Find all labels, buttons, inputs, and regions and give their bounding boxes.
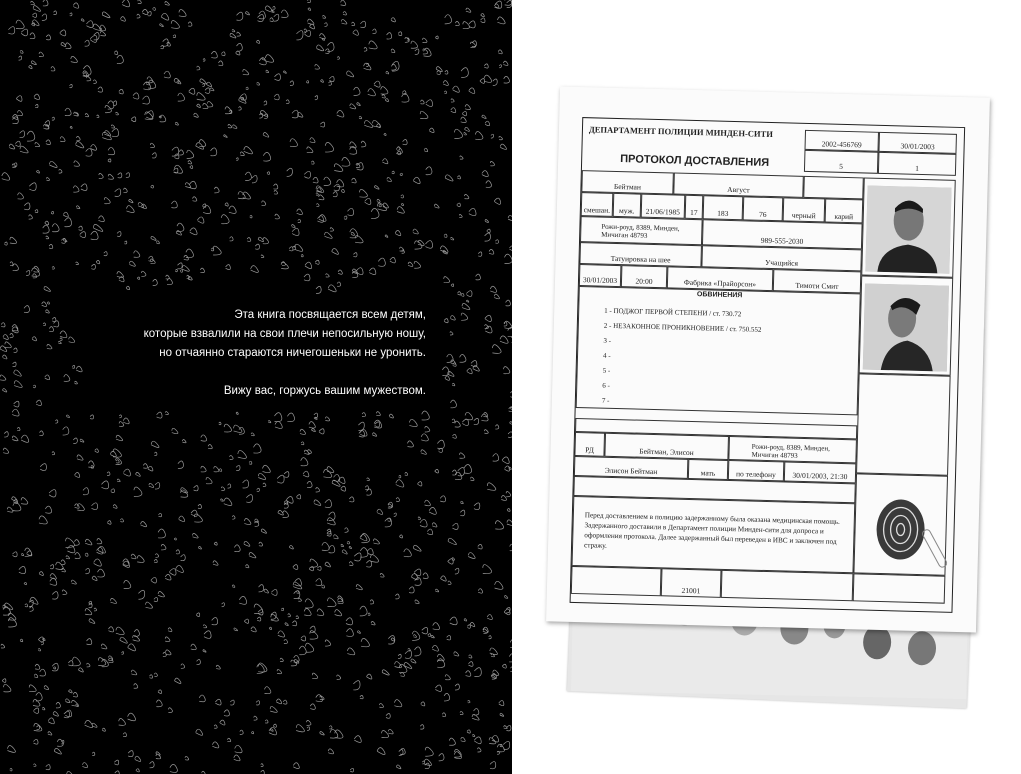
relation-code-field: РД: [574, 432, 605, 457]
dedication-line: Вижу вас, горжусь вашим мужеством.: [223, 385, 426, 397]
number-field-2: 1: [878, 152, 957, 176]
front-mugshot: [865, 186, 951, 274]
notified-person-field: Элисон Бейтман: [574, 456, 688, 479]
charge-item: 1 - ПОДЖОГ ПЕРВОЙ СТЕПЕНИ / ст. 730.72: [604, 306, 742, 319]
arrest-place-field: Фабрика «Прайорсон»: [667, 266, 774, 291]
arrest-form: [570, 117, 966, 613]
dedication-line: но отчаянно стараются ничегошеньки не уронить.: [159, 347, 426, 359]
relative-address-field: Рожи-роуд, 8389, Минден, Мичиган 48793: [728, 436, 857, 463]
date-field: 30/01/2003: [878, 132, 956, 154]
dedication-line: Эта книга посвящается всем детям,: [234, 309, 426, 321]
charge-item: 2 - НЕЗАКОННОЕ ПРОНИКНОВЕНИЕ / ст. 750.552: [603, 321, 762, 334]
notified-by-field: по телефону: [728, 460, 785, 481]
arrest-time-field: 20:00: [621, 265, 668, 288]
charge-item: 7 -: [601, 396, 610, 405]
department-name: ДЕПАРТАМЕНТ ПОЛИЦИИ МИНДЕН-СИТИ: [588, 124, 774, 140]
signature-field: [571, 566, 662, 596]
first-name-field: Август: [673, 172, 804, 197]
dob-field: 21/06/1985: [641, 194, 686, 219]
number-field-1: 5: [804, 150, 879, 174]
mugshot-side-drawing: [863, 284, 949, 372]
officer-field: Тимоти Смит: [773, 269, 862, 293]
signature-field-2: [721, 570, 854, 601]
last-name-field: Бейтман: [581, 170, 674, 194]
form-title: ПРОТОКОЛ ДОСТАВЛЕНИЯ: [620, 153, 770, 169]
blank-right-box: [856, 373, 951, 475]
arrest-date-field: 30/01/2003: [579, 264, 622, 287]
phone-field: 989-555-2030: [702, 219, 863, 249]
address-field: Рожи-роуд, 8389, Минден, Мичиган 48793: [580, 216, 703, 245]
height-field: 183: [703, 195, 744, 220]
relative-name-field: Бейтман, Элисон: [604, 433, 729, 460]
dedication-line: которые взвалили на свои плечи непосильную ношу,: [143, 328, 426, 340]
charge-item: 5 -: [602, 366, 611, 375]
hair-field: черный: [783, 197, 826, 222]
eyes-field: карий: [825, 198, 864, 223]
fingerprint-icon: [872, 496, 930, 563]
sex-field: муж.: [613, 193, 642, 218]
bottom-right-field: [853, 573, 946, 603]
middle-name-field: [803, 176, 864, 200]
charge-item: 6 -: [602, 381, 610, 390]
relation-field: мать: [688, 459, 729, 480]
occupation-field: Учащийся: [701, 245, 862, 271]
charge-item: 4 -: [602, 351, 611, 360]
side-mugshot: [863, 284, 949, 372]
badge-field: 21001: [661, 568, 722, 598]
charges-box: [576, 286, 861, 415]
marks-field: Татуировка на шее: [579, 242, 702, 267]
charges-heading: ОБВИНЕНИЯ: [696, 291, 743, 300]
race-field: смешан.: [581, 192, 614, 217]
weight-field: 76: [743, 196, 784, 221]
narrative-text: Перед доставлением в полицию задержанному была оказана медицинская помощь. Задержанного доставили в Департамент полиции Минден-сити для допроса и оформления протокола. Далее задержанный был переведен в ИВС и заключен под стражу.: [583, 511, 840, 550]
mugshot-front-drawing: [865, 186, 951, 274]
dedication: [96, 306, 426, 401]
age-field: 17: [685, 195, 704, 219]
arrest-protocol-sheet: [546, 86, 990, 632]
case-number-field: 2002-456769: [804, 130, 878, 152]
notified-when-field: 30/01/2003, 21:30: [784, 461, 856, 483]
charge-item: 3 -: [603, 336, 612, 345]
